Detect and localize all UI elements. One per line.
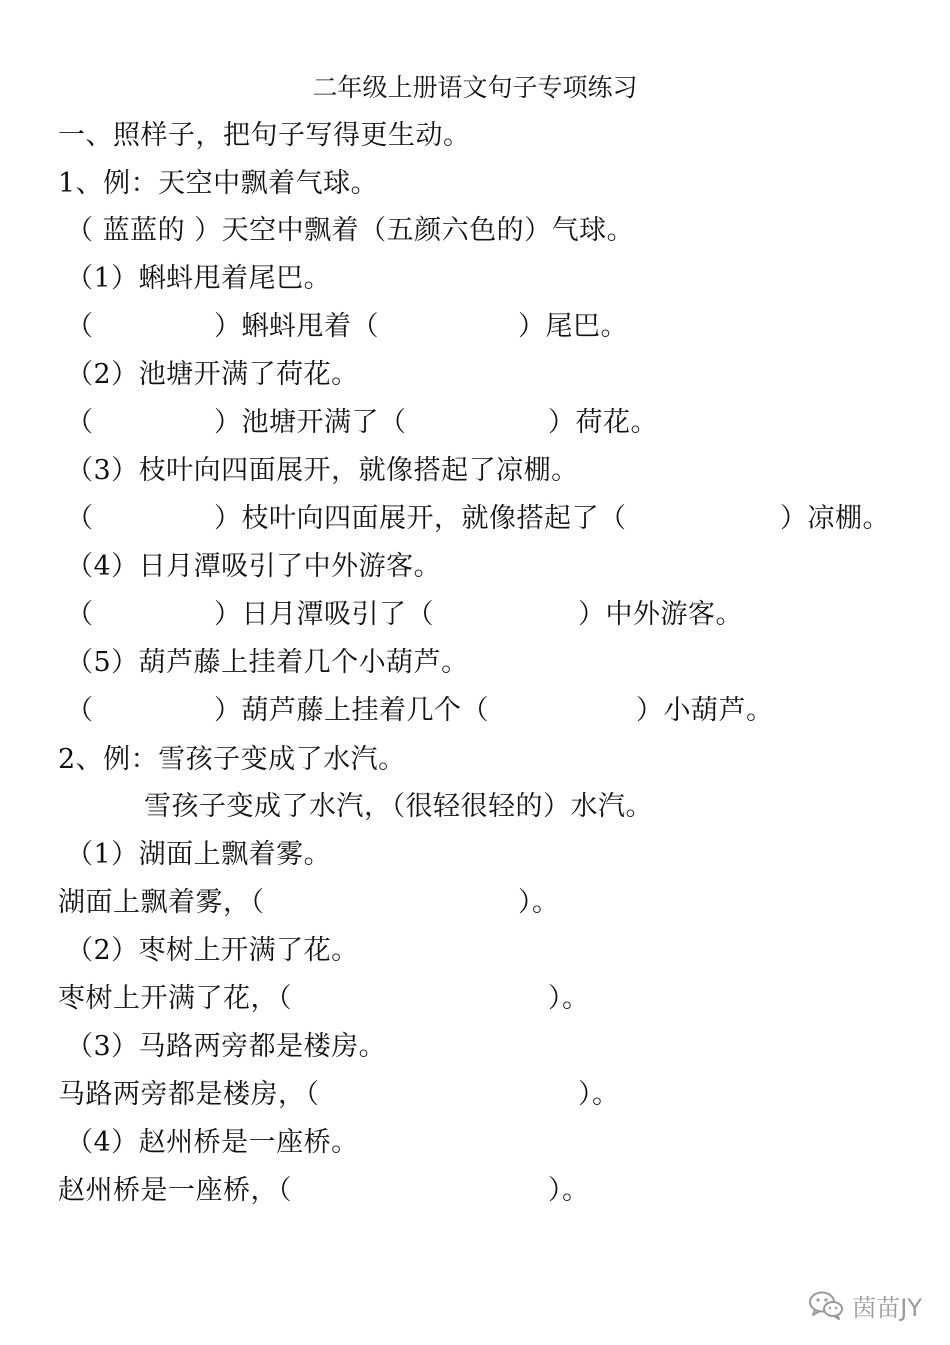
question-1-4: （4）日月潭吸引了中外游客。 [66, 551, 442, 582]
answer-start-text: 枣树上开满了花，（ [58, 983, 292, 1014]
question-2-1: （1）湖面上飘着雾。 [66, 839, 332, 870]
answer-middle-text: ）葫芦藤上挂着几个（ [214, 695, 489, 726]
answer-end-text: ）小葫芦。 [636, 695, 774, 726]
question-1-3: （3）枝叶向四面展开，就像搭起了凉棚。 [66, 455, 579, 486]
watermark [808, 1282, 922, 1328]
answer-line-1-4 [0, 595, 743, 635]
example2-answer: 雪孩子变成了水汽，（很轻很轻的）水汽。 [144, 791, 653, 822]
wechat-icon [808, 1290, 844, 1320]
question-2-2: （2）枣树上开满了花。 [66, 935, 359, 966]
answer-end-text: ）尾巴。 [518, 311, 628, 342]
example1-sentence: 1、例：天空中飘着气球。 [58, 168, 379, 199]
answer-middle-text: ）蝌蚪甩着（ [214, 311, 379, 342]
answer-open-paren: （ [66, 407, 94, 438]
answer-line-2-4 [0, 1171, 590, 1211]
answer-line-2-3 [0, 1075, 620, 1115]
section1-heading: 一、照样子，把句子写得更生动。 [58, 120, 471, 151]
answer-end-text: ）。 [548, 1175, 590, 1206]
answer-middle-text: ）日月潭吸引了（ [214, 599, 434, 630]
answer-start-text: 湖面上飘着雾，（ [58, 887, 265, 918]
answer-line-1-1 [0, 307, 628, 347]
answer-start-text: 赵州桥是一座桥，（ [58, 1175, 292, 1206]
question-2-3: （3）马路两旁都是楼房。 [66, 1031, 387, 1062]
answer-end-text: ）。 [548, 983, 590, 1014]
question-2-4: （4）赵州桥是一座桥。 [66, 1127, 359, 1158]
answer-start-text: 马路两旁都是楼房，（ [58, 1079, 320, 1110]
answer-line-1-3 [0, 499, 890, 539]
answer-open-paren: （ [66, 311, 94, 342]
answer-line-1-2 [0, 403, 658, 443]
answer-line-2-2 [0, 979, 590, 1019]
watermark-text: 茵苗JY [852, 1293, 922, 1322]
question-1-1: （1）蝌蚪甩着尾巴。 [66, 263, 332, 294]
answer-end-text: ）。 [518, 887, 560, 918]
answer-middle-text: ）枝叶向四面展开，就像搭起了（ [214, 503, 627, 534]
example2-sentence: 2、例：雪孩子变成了水汽。 [58, 744, 406, 775]
worksheet-title: 二年级上册语文句子专项练习 [312, 73, 638, 102]
answer-open-paren: （ [66, 695, 94, 726]
answer-end-text: ）荷花。 [548, 407, 658, 438]
answer-end-text: ）。 [578, 1079, 620, 1110]
answer-open-paren: （ [66, 599, 94, 630]
answer-end-text: ）凉棚。 [780, 503, 890, 534]
question-1-2: （2）池塘开满了荷花。 [66, 359, 359, 390]
answer-end-text: ）中外游客。 [578, 599, 743, 630]
answer-line-2-1 [0, 883, 560, 923]
question-1-5: （5）葫芦藤上挂着几个小葫芦。 [66, 647, 469, 678]
answer-line-1-5 [0, 691, 774, 731]
answer-open-paren: （ [66, 503, 94, 534]
answer-middle-text: ）池塘开满了（ [214, 407, 407, 438]
example1-answer: （ 蓝蓝的 ）天空中飘着（五颜六色的）气球。 [66, 215, 635, 246]
